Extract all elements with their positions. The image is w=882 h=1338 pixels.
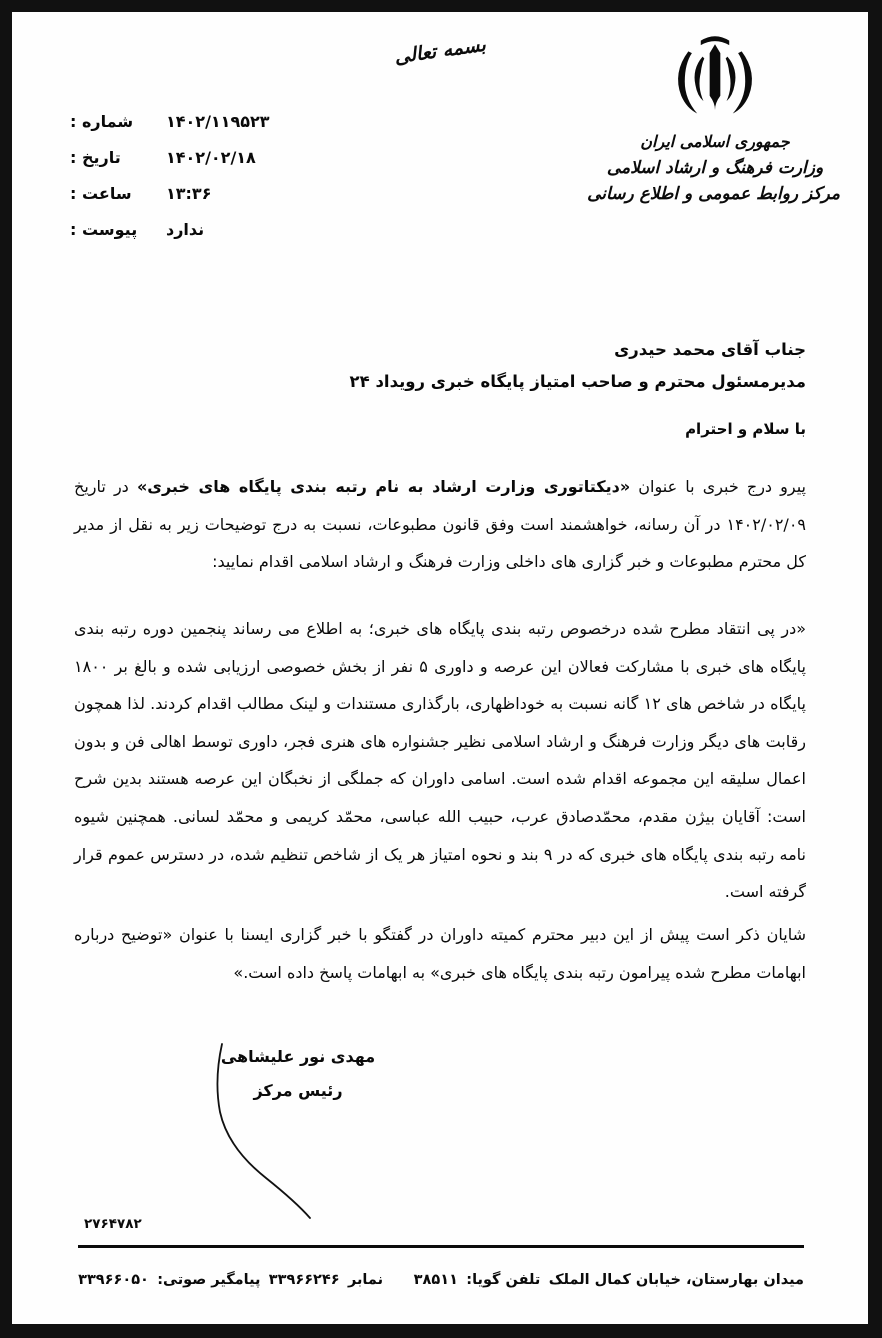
footer-voicemail-label: پیامگیر صوتی: — [157, 1272, 261, 1288]
footer-fax-value: ۳۳۹۶۶۲۴۶ — [268, 1272, 340, 1288]
footer-phone-label: تلفن گویا: — [466, 1272, 541, 1288]
letterhead-line-department: مرکز روابط عمومی و اطلاع رسانی — [587, 184, 840, 205]
footer-divider — [78, 1245, 804, 1248]
letterhead-line-ministry: وزارت فرهنگ و ارشاد اسلامی — [606, 157, 824, 178]
meta-label-time: ساعت : — [70, 184, 132, 203]
addressee-title: مدیرمسئول محترم و صاحب امتیاز پایگاه خبری رویداد ۲۴ — [349, 372, 806, 392]
addressee-name: جناب آقای محمد حیدری — [614, 340, 806, 359]
intro-paragraph-block — [74, 452, 806, 597]
meta-label-number: شماره : — [70, 112, 134, 131]
footer-phone-value: ۳۸۵۱۱ — [413, 1272, 458, 1288]
meta-row-time — [70, 184, 300, 203]
handwritten-signature-icon — [162, 1040, 392, 1225]
meta-value-attachment: ندارد — [166, 220, 205, 239]
quote-paragraph-2: شایان ذکر است پیش از این دبیر محترم کمیته داوران در گفتگو با خبر گزاری ایسنا با عنوان «توضیح درباره ابهامات مطرح شده پیرامون رتبه بندی پایگاه های خبری» به ابهامات پاسخ داده است.» — [74, 925, 806, 982]
intro-text-after: در تاریخ ۱۴۰۲/۰۲/۰۹ در آن رسانه، خواهشمند است وفق قانون مطبوعات، نسبت به درج توضیحات زیر به نقل از مدیر کل محترم مطبوعات و خبر گزاری های داخلی وزارت فرهنگ و ارشاد اسلامی اقدام نمایید: — [74, 477, 806, 572]
quoted-statement-block — [74, 594, 806, 917]
footer-voicemail-value: ۳۳۹۶۶۰۵۰ — [78, 1272, 149, 1288]
quote-paragraph-1: «در پی انتقاد مطرح شده درخصوص رتبه بندی پایگاه های خبری؛ به اطلاع می رساند پنجمین دوره رتبه بندی پایگاه های خبری با مشارکت فعالان این عرصه و داوری ۵ نفر از بخش خصوصی ارزیابی شده و بالغ بر ۱۸۰۰ پایگاه در شاخص های ۱۲ گانه نسبت به خوداظهاری، بارگذاری مستندات و لینک مطالب اقدام کردند. لذا همچون رقابت های دیگر وزارت فرهنگ و ارشاد اسلامی نظیر جشنواره های هنری فجر، داوری توسط اهالی فن و بدون اعمال سلیقه این مجموعه اقدام شده است. اسامی داوران که جملگی از نخبگان این عرصه هستند بدین شرح است: آقایان بیژن مقدم، محمّدصادق عرب، حبیب الله عباسی، محمّد کریمی و محمّد لسانی. همچنین شیوه نامه رتبه بندی پایگاه های خبری که در ۹ بند و نحوه امتیاز هر یک از شاخص تنظیم شده، در دسترس عموم قرار گرفته است. — [74, 619, 807, 902]
meta-row-date — [70, 148, 300, 167]
meta-value-time: ۱۳:۳۶ — [166, 184, 212, 203]
signer-title: رئیس مرکز — [253, 1080, 343, 1100]
closing-statement-block — [74, 900, 806, 1007]
salutation: با سلام و احترام — [685, 420, 806, 438]
addressee-block — [74, 334, 806, 398]
signature-block — [12, 1040, 868, 1230]
meta-value-date: ۱۴۰۲/۰۲/۱۸ — [166, 148, 256, 167]
intro-paragraph — [74, 468, 806, 581]
document-meta-fields — [70, 112, 300, 256]
intro-text-before: پیرو درج خبری با عنوان — [630, 477, 807, 496]
footer-reference-number: ۲۷۶۴۷۸۲ — [84, 1216, 142, 1232]
letterhead — [587, 30, 840, 207]
article-title-highlight: «دیکتاتوری وزارت ارشاد به نام رتبه بندی پایگاه های خبری» — [136, 477, 631, 496]
footer-contact-bar — [78, 1272, 804, 1288]
footer-address: میدان بهارستان، خیابان کمال الملک — [548, 1272, 804, 1288]
meta-label-date: تاریخ : — [70, 148, 121, 167]
basmala-text: بسمه تعالی — [392, 33, 488, 69]
iran-emblem-icon — [661, 30, 769, 126]
meta-value-number: ۱۴۰۲/۱۱۹۵۲۳ — [166, 112, 270, 131]
signer-name: مهدی نور علیشاهی — [220, 1047, 376, 1066]
letterhead-line-country: جمهوری اسلامی ایران — [640, 132, 790, 151]
letter-sheet — [12, 12, 868, 1324]
meta-row-attachment — [70, 220, 300, 239]
meta-row-number — [70, 112, 300, 131]
meta-label-attachment: پیوست : — [70, 220, 138, 239]
footer-fax-label: نمابر — [347, 1272, 384, 1288]
